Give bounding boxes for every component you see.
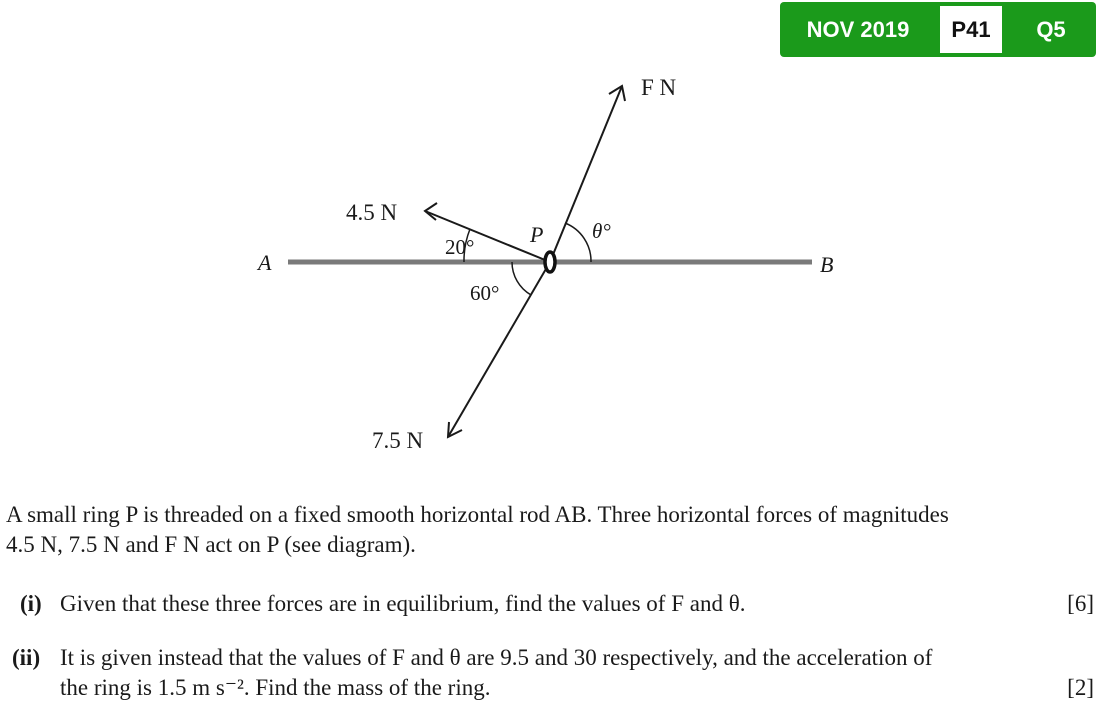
- label-angle-60: 60°: [470, 281, 500, 305]
- label-angle-20: 20°: [445, 235, 475, 259]
- label-force-f: F N: [641, 75, 677, 100]
- force-f-line: [550, 86, 622, 262]
- label-b: B: [820, 252, 834, 277]
- part-ii-marks: [2]: [1067, 675, 1094, 700]
- part-ii-text-line1: It is given instead that the values of F and θ are 9.5 and 30 respectively, and the acceleration of: [60, 645, 933, 670]
- label-a: A: [258, 250, 272, 275]
- part-ii-label: (ii): [12, 645, 41, 670]
- question-intro-line2: 4.5 N, 7.5 N and F N act on P (see diagram).: [6, 532, 416, 557]
- label-force-75: 7.5 N: [372, 428, 424, 453]
- angle-theta-arc: [565, 223, 591, 262]
- paper-code: P41: [940, 6, 1002, 53]
- label-p: P: [530, 222, 544, 247]
- ring-p: [545, 252, 555, 272]
- part-i-text: Given that these three forces are in equilibrium, find the values of F and θ.: [60, 591, 746, 616]
- exam-session: NOV 2019: [806, 17, 910, 42]
- angle-60-arc: [512, 262, 531, 295]
- part-i-marks: [6]: [1067, 591, 1094, 616]
- force-45-arrowhead: [425, 203, 437, 220]
- label-force-45: 4.5 N: [346, 200, 398, 225]
- part-ii-text-line2: the ring is 1.5 m s⁻². Find the mass of the ring.: [60, 675, 491, 700]
- part-i-label: (i): [20, 591, 42, 616]
- label-angle-theta: θ°: [592, 219, 611, 243]
- question-number: Q5: [1036, 17, 1066, 42]
- question-intro-line1: A small ring P is threaded on a fixed smooth horizontal rod AB. Three horizontal forces of magnitudes: [6, 502, 949, 527]
